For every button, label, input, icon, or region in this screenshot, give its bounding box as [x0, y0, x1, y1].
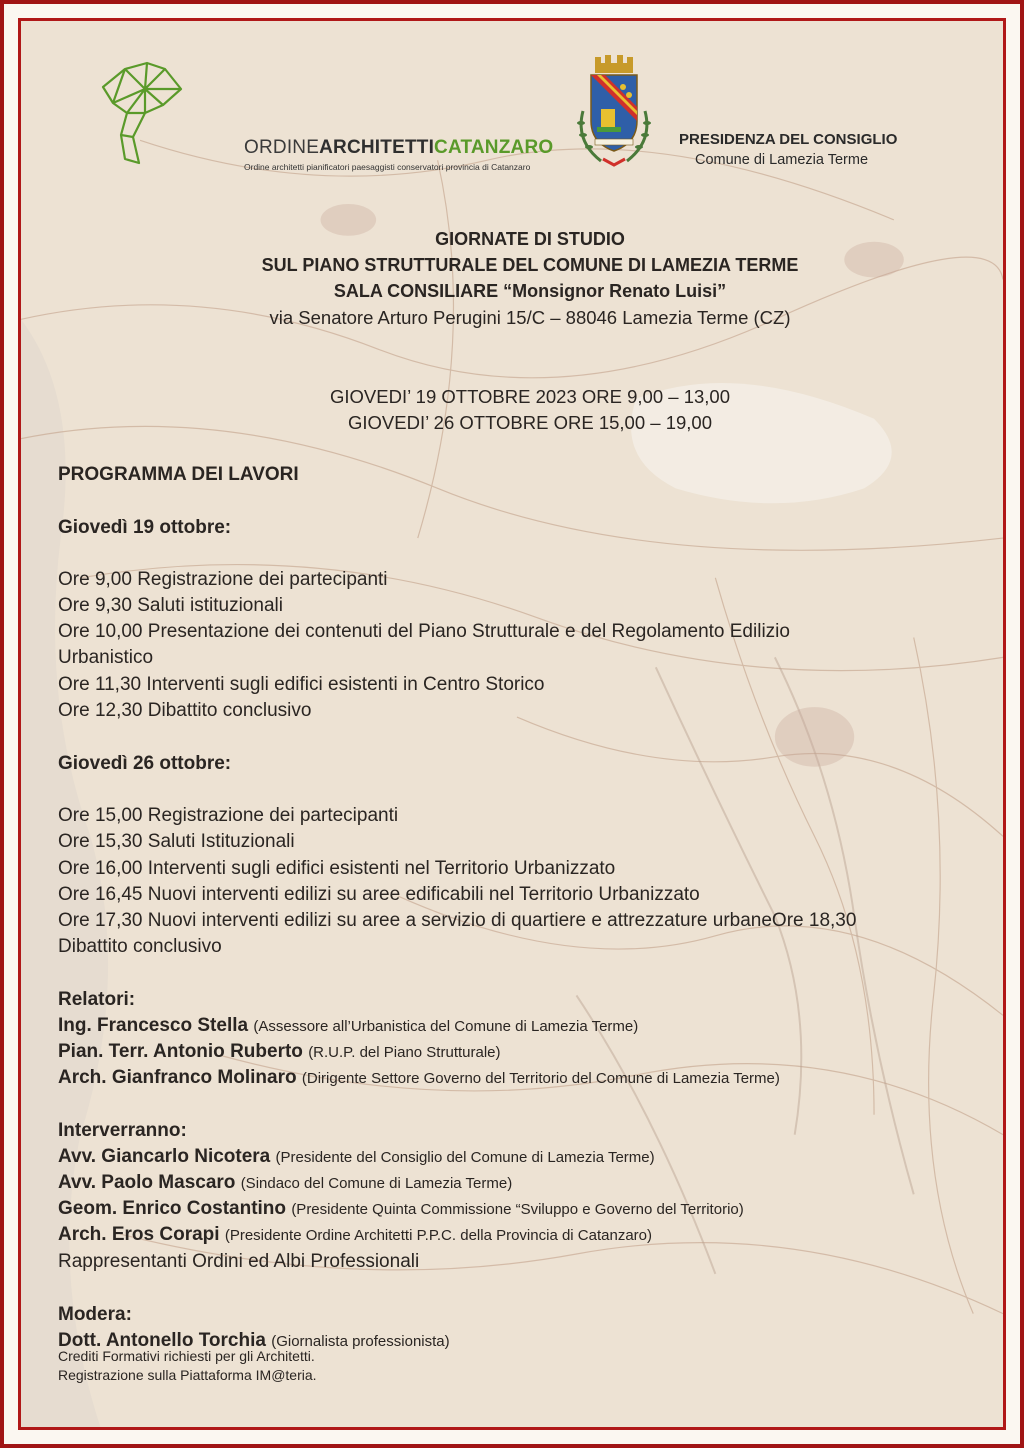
person-role: (Dirigente Settore Governo del Territorio del Comune di Lamezia Terme): [301, 1070, 780, 1087]
day1-item: Ore 12,30 Dibattito conclusivo: [58, 700, 312, 721]
header-line1: GIORNATE DI STUDIO: [435, 229, 625, 249]
speaker-line: [58, 1172, 512, 1194]
header-line2: SUL PIANO STRUTTURALE DEL COMUNE DI LAMEZIA TERME: [261, 255, 799, 275]
poster-content: [21, 21, 1003, 1427]
comune-coat-of-arms-icon: [561, 51, 667, 173]
modera-title: Modera:: [58, 1304, 132, 1325]
person-role: (Presidente Ordine Architetti P.P.C. della Provincia di Catanzaro): [224, 1227, 652, 1244]
day1-item: Ore 9,30 Saluti istituzionali: [58, 595, 283, 616]
person-name: Avv. Paolo Mascaro: [58, 1172, 236, 1193]
speaker-line: [58, 1224, 652, 1246]
speaker-line: [58, 1198, 744, 1220]
ordine-name-part1: ORDINE: [244, 137, 320, 158]
person-name: Avv. Giancarlo Nicotera: [58, 1146, 271, 1167]
header-line3: SALA CONSILIARE “Monsignor Renato Luisi”: [333, 281, 727, 301]
person-role: (Presidente del Consiglio del Comune di Lamezia Terme): [275, 1149, 655, 1166]
day2-title: Giovedì 26 ottobre:: [58, 753, 232, 774]
interverranno-title: Interverranno:: [58, 1120, 187, 1141]
day2-item: Ore 15,30 Saluti Istituzionali: [58, 831, 295, 852]
day1-item: Urbanistico: [58, 647, 154, 668]
ordine-architetti-logo: [99, 59, 554, 179]
day1-item: Ore 9,00 Registrazione dei partecipanti: [58, 569, 388, 590]
comune-subtitle: Comune di Lamezia Terme: [695, 152, 869, 168]
relatore-line: [58, 1041, 501, 1063]
day2-item: Ore 16,45 Nuovi interventi edilizi su aree edificabili nel Territorio Urbanizzato: [58, 884, 700, 905]
presidenza-title: PRESIDENZA DEL CONSIGLIO: [679, 131, 898, 148]
person-role: (Sindaco del Comune di Lamezia Terme): [240, 1175, 513, 1192]
day2-item: Ore 16,00 Interventi sugli edifici esistenti nel Territorio Urbanizzato: [58, 858, 616, 879]
relatore-line: [58, 1015, 638, 1037]
relatori-title: Relatori:: [58, 989, 136, 1010]
person-name: Pian. Terr. Antonio Ruberto: [58, 1041, 303, 1062]
geometric-map-icon: [99, 59, 189, 169]
relatore-line: [58, 1067, 780, 1089]
person-name: Dott. Antonello Torchia: [58, 1330, 266, 1351]
header-address: via Senatore Arturo Perugini 15/C – 88046 Lamezia Terme (CZ): [269, 307, 791, 328]
person-role: (Assessore all’Urbanistica del Comune di Lamezia Terme): [253, 1018, 639, 1035]
person-name: Geom. Enrico Costantino: [58, 1198, 287, 1219]
day1-item: Ore 10,00 Presentazione dei contenuti del Piano Strutturale e del Regolamento Edilizio: [58, 621, 790, 642]
ordine-name: [244, 137, 553, 159]
ordine-subtitle: Ordine architetti pianificatori paesaggisti conservatori provincia di Catanzaro: [244, 162, 531, 172]
date-line1: GIOVEDI’ 19 OTTOBRE 2023 ORE 9,00 – 13,00: [330, 386, 730, 407]
day2-item: Ore 17,30 Nuovi interventi edilizi su aree a servizio di quartiere e attrezzature urbaneOre 18,30: [58, 910, 857, 931]
ordine-name-part2: ARCHITETTI: [319, 137, 435, 158]
rappresentanti-line: Rappresentanti Ordini ed Albi Professionali: [58, 1251, 420, 1272]
person-role: (Presidente Quinta Commissione “Sviluppo e Governo del Territorio): [291, 1201, 744, 1218]
person-role: (R.U.P. del Piano Strutturale): [308, 1044, 501, 1061]
ordine-name-part3: CATANZARO: [434, 137, 554, 158]
crown-icon: [595, 55, 633, 73]
day2-item: Dibattito conclusivo: [58, 936, 222, 957]
date-line2: GIOVEDI’ 26 OTTOBRE ORE 15,00 – 19,00: [348, 412, 712, 433]
person-name: Ing. Francesco Stella: [58, 1015, 249, 1036]
footer-crediti: Crediti Formativi richiesti per gli Architetti.: [58, 1348, 315, 1364]
day1-title: Giovedì 19 ottobre:: [58, 517, 232, 538]
person-name: Arch. Gianfranco Molinaro: [58, 1067, 297, 1088]
footer-registrazione: Registrazione sulla Piattaforma IM@teria.: [58, 1367, 317, 1383]
person-name: Arch. Eros Corapi: [58, 1224, 220, 1245]
person-role: (Giornalista professionista): [271, 1333, 450, 1350]
poster: [18, 18, 1006, 1430]
day2-item: Ore 15,00 Registrazione dei partecipanti: [58, 805, 399, 826]
program-title: PROGRAMMA DEI LAVORI: [58, 464, 299, 485]
speaker-line: [58, 1146, 655, 1168]
day1-item: Ore 11,30 Interventi sugli edifici esistenti in Centro Storico: [58, 674, 545, 695]
